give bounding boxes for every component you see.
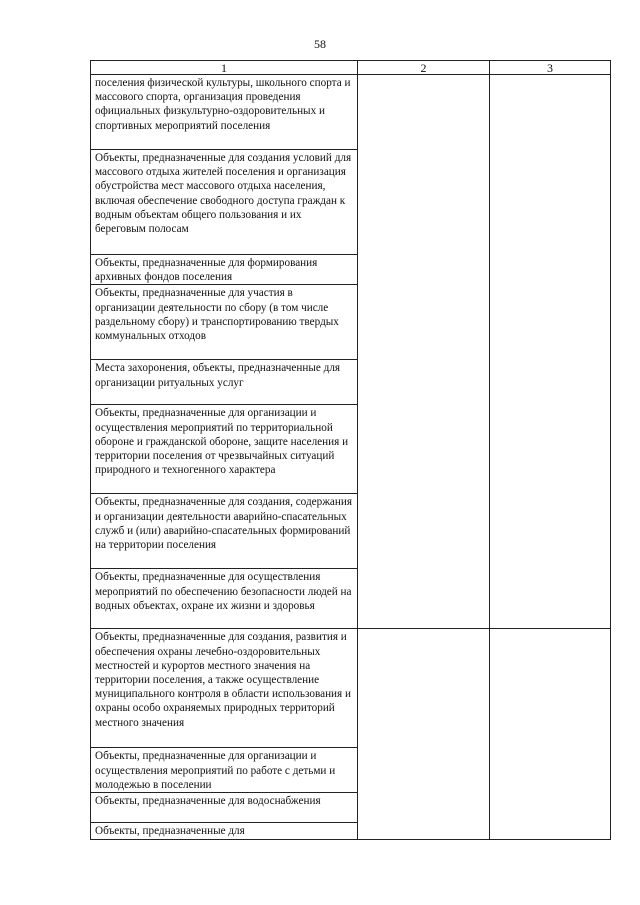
cell-object-name: поселения физической культуры, школьного спорта и массового спорта, организация проведения официальных физкультурно-оздоровительных и спортивных мероприятий поселения: [91, 75, 358, 150]
cell-object-name: Места захоронения, объекты, предназначенные для организации ритуальных услуг: [91, 360, 358, 405]
cell-object-name: Объекты, предназначенные для осуществления мероприятий по обеспечению безопасности людей на водных объектах, охране их жизни и здоровья: [91, 569, 358, 629]
cell-object-name: Объекты, предназначенные для создания, содержания и организации деятельности аварийно-спасательных служб и (или) аварийно-спасательных формирований на территории поселения: [91, 494, 358, 569]
table-row: [91, 629, 611, 748]
cell-object-name: Объекты, предназначенные для организации и осуществления мероприятий по территориальной обороне и гражданской обороне, защите населения и территории поселения от чрезвычайных ситуаций природного и техногенного характера: [91, 405, 358, 494]
cell-object-name: Объекты, предназначенные для формирования архивных фондов поселения: [91, 255, 358, 285]
cell-object-name: Объекты, предназначенные для: [91, 823, 358, 839]
table-header: [91, 61, 611, 75]
cell-object-name: Объекты, предназначенные для участия в организации деятельности по сбору (в том числе раздельному сбору) и транспортированию твердых коммунальных отходов: [91, 285, 358, 360]
cell-object-name: Объекты, предназначенные для водоснабжения: [91, 793, 358, 823]
table-body: [91, 75, 611, 840]
page-number: 58: [314, 37, 326, 51]
cell-object-name: Объекты, предназначенные для создания условий для массового отдыха жителей поселения и организация обустройства мест массового отдыха населения, включая обеспечение свободного доступа граждан к водным объектам общего пользования и их береговым полосам: [91, 150, 358, 255]
cell-col2: [358, 75, 490, 629]
header-col-3: 3: [490, 61, 611, 75]
header-col-2: 2: [358, 61, 490, 75]
objects-table: [90, 60, 611, 840]
table-row: [91, 75, 611, 150]
cell-col2: [358, 629, 490, 839]
header-col-1: 1: [91, 61, 358, 75]
cell-object-name: Объекты, предназначенные для организации и осуществления мероприятий по работе с детьми и молодежью в поселении: [91, 748, 358, 793]
cell-col3: [490, 75, 611, 629]
header-row: [91, 61, 611, 75]
cell-object-name: Объекты, предназначенные для создания, развития и обеспечения охраны лечебно-оздоровительных местностей и курортов местного значения на территории поселения, а также осуществление муниципального контроля в области использования и охраны особо охраняемых природных территорий местного значения: [91, 629, 358, 748]
cell-col3: [490, 629, 611, 839]
